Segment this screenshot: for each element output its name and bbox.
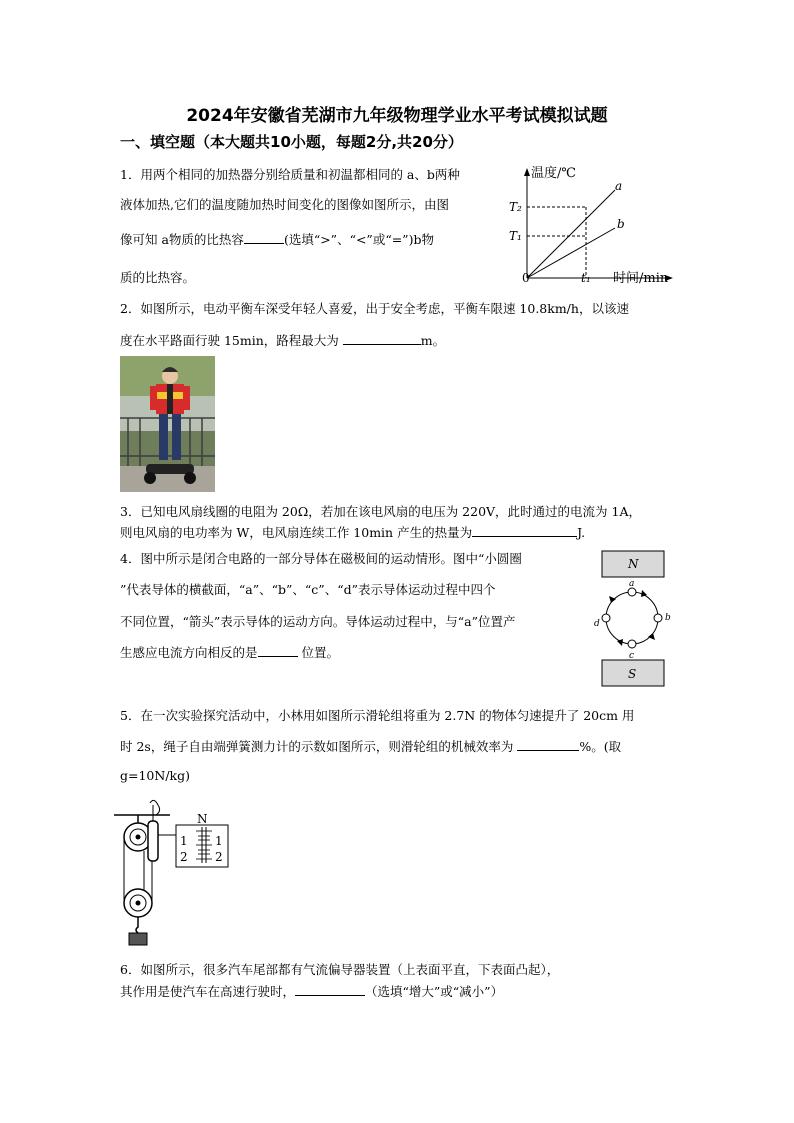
- position-b-label: b: [665, 613, 671, 623]
- graph-t2-label: T₂: [509, 200, 522, 214]
- balance-scooter-photo: [120, 356, 215, 492]
- q1-line-4: 质的比热容。: [120, 270, 196, 285]
- q4-line-4b: 位置。: [301, 645, 340, 660]
- spring-scale-n-label: N: [197, 812, 208, 826]
- magnet-conductor-diagram: [592, 548, 672, 690]
- q4-line-2: ”代表导体的横截面，“a”、“b”、“c”、“d”表示导体运动过程中四个: [120, 582, 496, 597]
- q5-line-1: 5．在一次实验探究活动中，小林用如图所示滑轮组将重为 2.7N 的物体匀速提升了 20cm 用: [120, 708, 635, 723]
- position-a-label: a: [629, 579, 635, 589]
- section-heading: 一、填空题（本大题共10小题，每题2分,共20分）: [120, 133, 463, 151]
- q2-line-1: 2．如图所示，电动平衡车深受年轻人喜爱，出于安全考虑，平衡车限速 10.8km/h，以该速: [120, 301, 629, 316]
- q6-answer-blank[interactable]: [295, 983, 365, 996]
- temperature-time-graph: [505, 160, 685, 290]
- graph-x-label: 时间/min: [613, 271, 669, 286]
- q4-line-3: 不同位置，“箭头”表示导体的运动方向。导体运动过程中，与“a”位置产: [120, 614, 516, 629]
- q4-answer-blank[interactable]: [258, 644, 298, 657]
- graph-origin-label: 0: [522, 271, 530, 285]
- q3-answer-blank[interactable]: [472, 524, 577, 537]
- q5-line-3: g=10N/kg): [120, 768, 190, 783]
- pulley-system-diagram: [110, 795, 240, 947]
- graph-line-a-label: a: [615, 179, 623, 193]
- q6-line-2a: 其作用是使汽车在高速行驶时，: [120, 984, 296, 999]
- q5-line-2a: 时 2s，绳子自由端弹簧测力计的示数如图所示，则滑轮组的机械效率为: [120, 739, 514, 754]
- q4-line-4a: 生感应电流方向相反的是: [120, 645, 258, 660]
- q1-answer-blank[interactable]: [244, 231, 284, 244]
- q1-line-1: 1．用两个相同的加热器分别给质量和初温都相同的 a、b两种: [120, 167, 460, 182]
- magnet-s-label: S: [628, 667, 637, 681]
- exam-title: 2024年安徽省芜湖市九年级物理学业水平考试模拟试题: [186, 106, 608, 126]
- q3-line-1: 3．已知电风扇线圈的电阻为 20Ω，若加在该电风扇的电压为 220V，此时通过的电流为 1A，: [120, 504, 642, 519]
- q2-line-2a: 度在水平路面行驶 15min，路程最大为: [120, 333, 339, 348]
- q3-line-2b: J.: [577, 525, 586, 540]
- position-d-label: d: [594, 619, 600, 629]
- scale-right-2-label: 2: [215, 850, 223, 864]
- q5-answer-blank[interactable]: [517, 738, 579, 751]
- q6-line-2b: （选填“增大”或“减小”）: [365, 984, 504, 999]
- scale-left-1-label: 1: [180, 834, 188, 848]
- graph-t1-label: T₁: [509, 229, 522, 243]
- scale-left-2-label: 2: [180, 850, 188, 864]
- q1-line-3a: 像可知 a物质的比热容: [120, 232, 244, 247]
- q5-line-2b: %。(取: [579, 739, 622, 754]
- graph-x1-label: t₁: [581, 271, 591, 285]
- graph-line-b-label: b: [617, 217, 625, 231]
- magnet-n-label: N: [628, 557, 639, 571]
- position-c-label: c: [629, 651, 635, 661]
- q1-line-3b: (选填“>”、“<”或“=”)b物: [283, 232, 434, 247]
- q2-answer-blank[interactable]: [343, 332, 421, 345]
- q3-line-2a: 则电风扇的电功率为 W，电风扇连续工作 10min 产生的热量为: [120, 525, 473, 540]
- graph-y-label: 温度/℃: [531, 166, 576, 181]
- q6-line-1: 6．如图所示，很多汽车尾部都有气流偏导器装置（上表面平直，下表面凸起），: [120, 962, 560, 977]
- q1-line-2: 液体加热,它们的温度随加热时间变化的图像如图所示，由图: [120, 197, 449, 212]
- scale-right-1-label: 1: [215, 834, 223, 848]
- q2-line-2b: m。: [420, 333, 446, 348]
- q4-line-1: 4．图中所示是闭合电路的一部分导体在磁极间的运动情形。图中“小圆圈: [120, 551, 522, 566]
